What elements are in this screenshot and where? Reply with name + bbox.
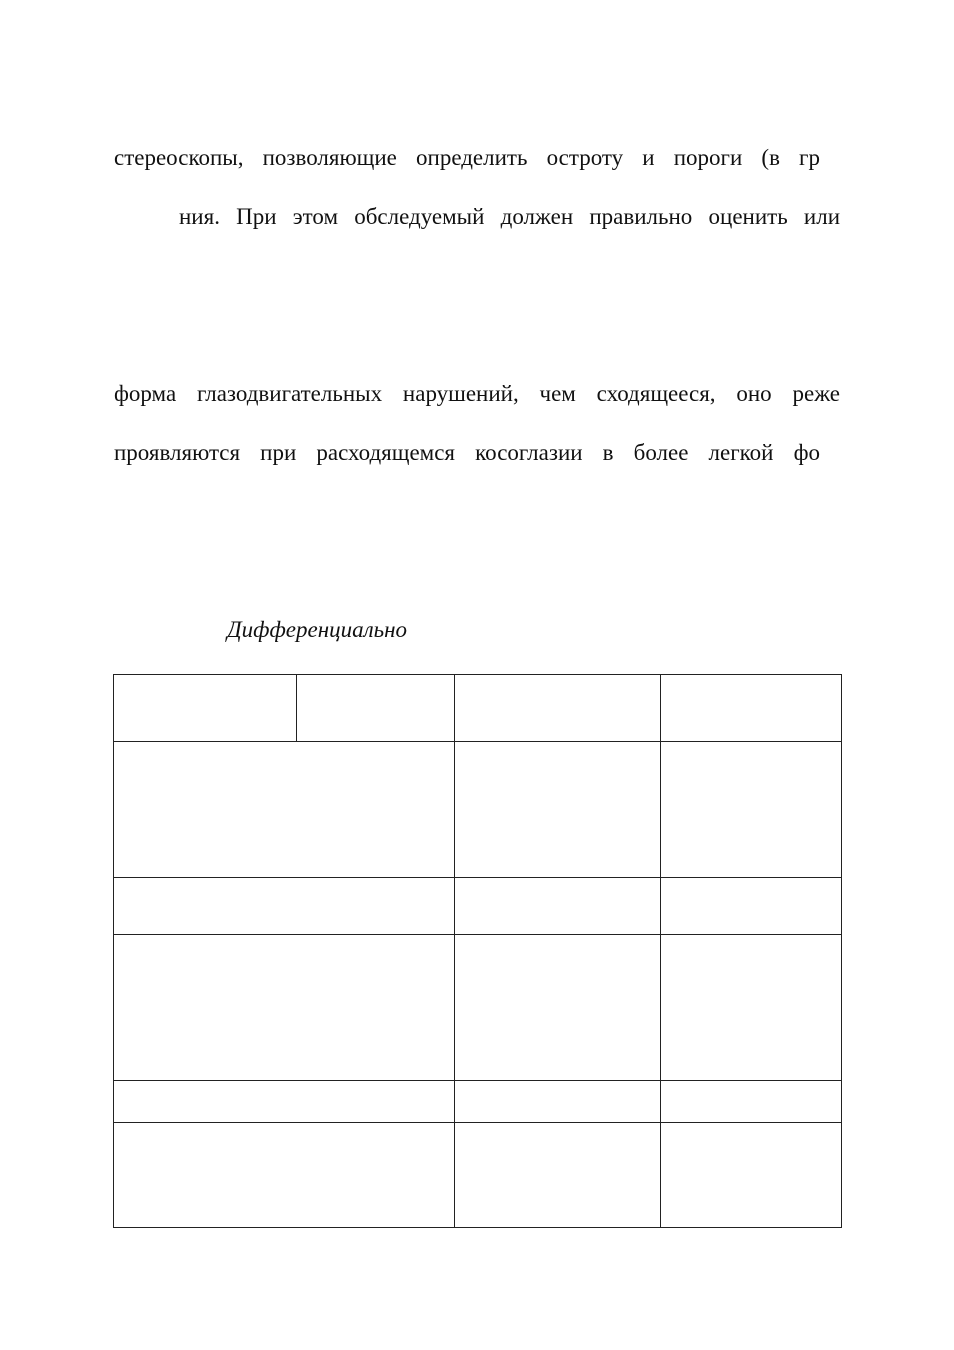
text-line: ния. При этом обследуемый должен правильно оценить или [179,204,840,229]
table-cell [455,935,661,1081]
table-cell [455,878,661,935]
table-cell [661,935,842,1081]
table-cell [661,1123,842,1228]
table-cell [661,675,842,742]
table-row [114,878,842,935]
table-cell [661,1081,842,1123]
text-line: форма глазодвигательных нарушений, чем сходящееся, оно реже [114,381,840,406]
table-cell [114,935,455,1081]
table-row [114,742,842,878]
table-cell [297,675,455,742]
table-cell [661,742,842,878]
table-cell [455,1081,661,1123]
text-line: стереоскопы, позволяющие определить остроту и пороги (в гр [114,145,820,170]
text-line: проявляются при расходящемся косоглазии в более легкой фо [114,440,820,465]
differential-table [113,674,842,1228]
table-cell [455,675,661,742]
table-caption: Дифференциально [227,617,408,642]
table-cell [114,1081,455,1123]
table-cell [455,742,661,878]
table-cell [114,1123,455,1228]
table-row [114,1081,842,1123]
table-cell [114,675,297,742]
table-cell [114,742,455,878]
table-cell [455,1123,661,1228]
table-row [114,935,842,1081]
table-row [114,1123,842,1228]
table-header-row [114,675,842,742]
table-cell [114,878,455,935]
table-cell [661,878,842,935]
